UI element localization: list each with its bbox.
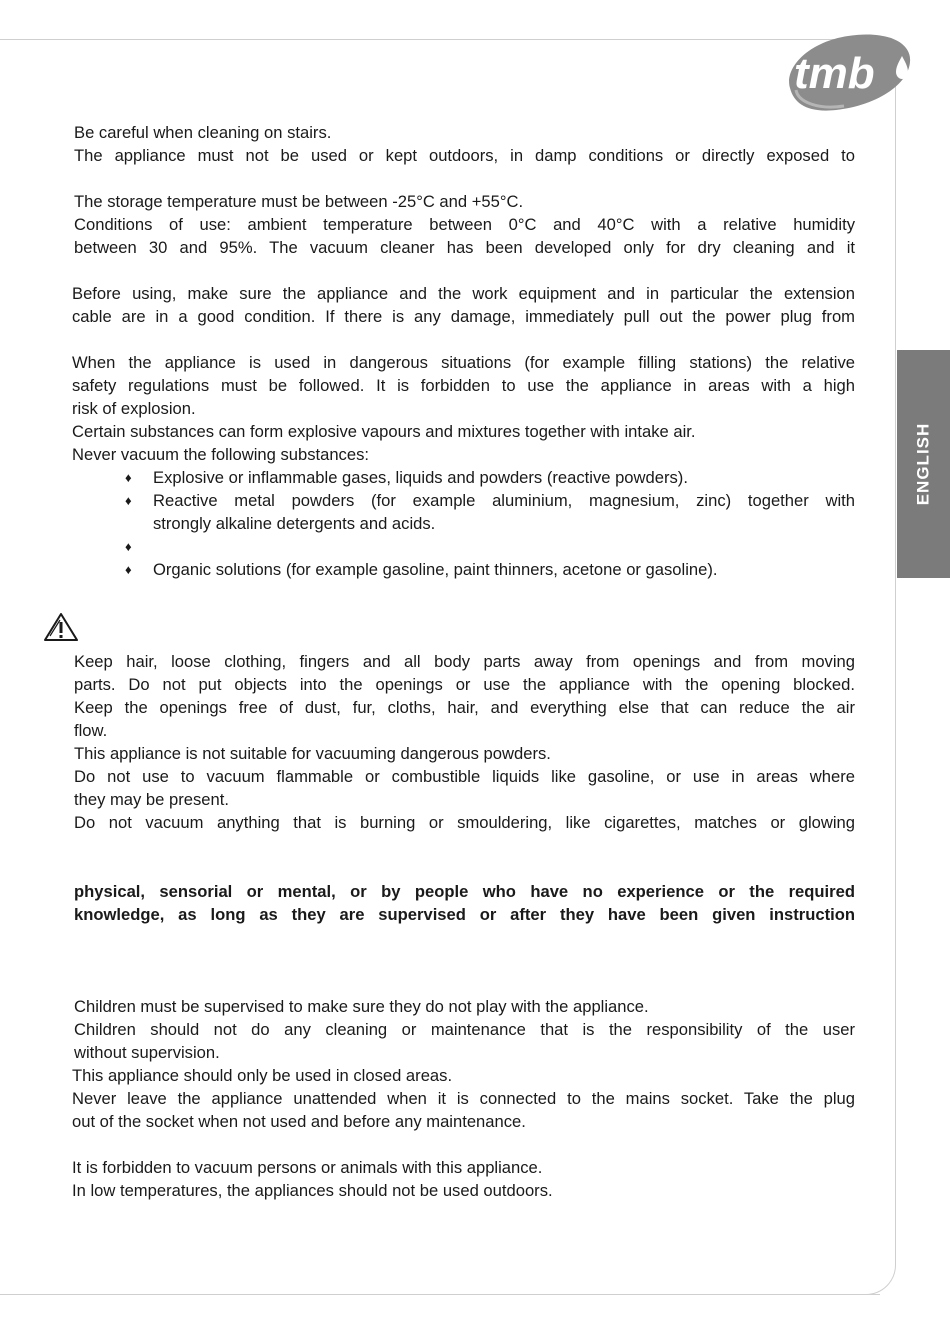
bullet-icon: ♦ xyxy=(125,493,132,508)
bullet-icon: ♦ xyxy=(125,470,132,485)
text-line: Keep the openings free of dust, fur, cloths, hair, and everything else that can reduce the air xyxy=(74,698,855,717)
text-line: Never leave the appliance unattended when it is connected to the mains socket. Take the plug xyxy=(72,1089,855,1108)
text-line: without supervision. xyxy=(74,1043,220,1062)
text-line: Do not vacuum anything that is burning or smouldering, like cigarettes, matches or glowing xyxy=(74,813,855,832)
page-frame xyxy=(860,39,896,1295)
bold-notice-line: knowledge, as long as they are supervised or after they have been given instruction xyxy=(74,905,855,924)
text-line: between 30 and 95%. The vacuum cleaner has been developed only for dry cleaning and it xyxy=(74,238,855,257)
text-line: Keep hair, loose clothing, fingers and all body parts away from openings and from moving xyxy=(74,652,855,671)
bullet-icon: ♦ xyxy=(125,539,132,554)
text-line: This appliance should only be used in closed areas. xyxy=(72,1066,453,1085)
text-line: risk of explosion. xyxy=(72,399,196,418)
text-line: safety regulations must be followed. It is forbidden to use the appliance in areas with a high xyxy=(72,376,855,395)
text-line: parts. Do not put objects into the openings or use the appliance with the opening blocked. xyxy=(74,675,855,694)
bold-notice-line: physical, sensorial or mental, or by people who have no experience or the required xyxy=(74,882,855,901)
language-label: ENGLISH xyxy=(913,422,933,506)
list-item: Explosive or inflammable gases, liquids and powders (reactive powders). xyxy=(153,468,688,487)
text-line: The appliance must not be used or kept outdoors, in damp conditions or directly exposed to xyxy=(74,146,855,165)
text-line: Before using, make sure the appliance and the work equipment and in particular the extension xyxy=(72,284,855,303)
text-line: out of the socket when not used and before any maintenance. xyxy=(72,1112,526,1131)
tmb-logo xyxy=(778,20,916,120)
text-line: Children should not do any cleaning or maintenance that is the responsibility of the user xyxy=(74,1020,855,1039)
top-rule xyxy=(0,39,880,40)
text-line: It is forbidden to vacuum persons or animals with this appliance. xyxy=(72,1158,543,1177)
list-item: Organic solutions (for example gasoline, paint thinners, acetone or gasoline). xyxy=(153,560,718,579)
text-line: Children must be supervised to make sure they do not play with the appliance. xyxy=(74,997,649,1016)
list-item: Reactive metal powders (for example aluminium, magnesium, zinc) together with xyxy=(153,491,855,510)
text-line: This appliance is not suitable for vacuuming dangerous powders. xyxy=(74,744,551,763)
text-line: Do not use to vacuum flammable or combustible liquids like gasoline, or use in areas where xyxy=(74,767,855,786)
text-line: In low temperatures, the appliances should not be used outdoors. xyxy=(72,1181,553,1200)
text-line: flow. xyxy=(74,721,108,740)
language-tab xyxy=(897,350,950,578)
bottom-rule xyxy=(0,1294,880,1295)
text-line: they may be present. xyxy=(74,790,229,809)
warning-triangle-icon xyxy=(43,612,79,642)
text-line: The storage temperature must be between -25°C and +55°C. xyxy=(74,192,524,211)
text-line: When the appliance is used in dangerous situations (for example filling stations) the relative xyxy=(72,353,855,372)
text-line: Conditions of use: ambient temperature between 0°C and 40°C with a relative humidity xyxy=(74,215,855,234)
bullet-icon: ♦ xyxy=(125,562,132,577)
list-item: strongly alkaline detergents and acids. xyxy=(153,514,436,533)
text-line: Be careful when cleaning on stairs. xyxy=(74,123,332,142)
text-line: Certain substances can form explosive vapours and mixtures together with intake air. xyxy=(72,422,696,441)
text-line: Never vacuum the following substances: xyxy=(72,445,369,464)
text-line: cable are in a good condition. If there is any damage, immediately pull out the power plug from xyxy=(72,307,855,326)
svg-text:tmb: tmb xyxy=(794,49,875,98)
